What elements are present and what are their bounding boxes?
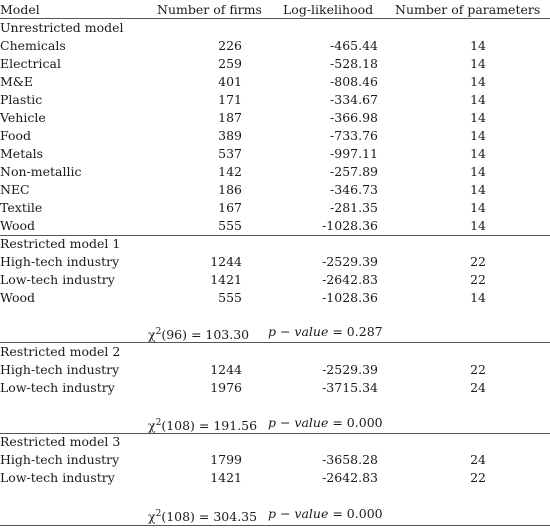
section-title-restricted-3: Restricted model 3 <box>0 434 121 449</box>
chi-square-stat-3: $\chi^2(108) = 304.35$ p − value = 0.000 <box>148 506 383 525</box>
section-title-restricted-2: Restricted model 2 <box>0 344 121 359</box>
table-row: Plastic 171 -334.67 14 <box>0 92 486 107</box>
table-row: Vehicle 187 -366.98 14 <box>0 110 486 125</box>
chi-square-stat-1: $\chi^2(96) = 103.30$ p − value = 0.287 <box>148 324 383 343</box>
table-row: High-tech industry 1799 -3658.28 24 <box>0 452 486 467</box>
chi-value: (108) = 304.35 <box>161 509 258 525</box>
header-loglik: Log-likelihood <box>283 2 374 17</box>
header-params: Number of parameters <box>395 2 541 17</box>
chi-symbol: χ <box>148 418 156 434</box>
table-row: Low-tech industry 1421 -2642.83 22 <box>0 272 486 287</box>
table-row: Low-tech industry 1976 -3715.34 24 <box>0 380 486 395</box>
table-row: M&E 401 -808.46 14 <box>0 74 486 89</box>
section-title-restricted-1: Restricted model 1 <box>0 236 121 251</box>
table-row: Wood 555 -1028.36 14 <box>0 290 486 305</box>
p-value-label: p − value <box>268 415 329 430</box>
p-value: = 0.287 <box>328 324 383 339</box>
bottom-rule <box>0 525 550 526</box>
table-row: High-tech industry 1244 -2529.39 22 <box>0 254 486 269</box>
table-header <box>0 1 550 19</box>
table-row: Wood 555 -1028.36 14 <box>0 218 486 233</box>
table-row: Electrical 259 -528.18 14 <box>0 56 486 71</box>
table-row: Chemicals 226 -465.44 14 <box>0 38 486 53</box>
chi-value: (96) = 103.30 <box>161 327 250 343</box>
table-row: Metals 537 -997.11 14 <box>0 146 486 161</box>
table-row: Textile 167 -281.35 14 <box>0 200 486 215</box>
chi-symbol: χ <box>148 327 156 343</box>
table-row: Food 389 -733.76 14 <box>0 128 486 143</box>
chi-square-stat-2: $\chi^2(108) = 191.56$ p − value = 0.000 <box>148 415 383 434</box>
p-value: = 0.000 <box>328 506 383 521</box>
table-row: Non-metallic 142 -257.89 14 <box>0 164 486 179</box>
table-row: High-tech industry 1244 -2529.39 22 <box>0 362 486 377</box>
table-row: NEC 186 -346.73 14 <box>0 182 486 197</box>
header-model: Model <box>0 2 40 17</box>
chi-symbol: χ <box>148 509 156 525</box>
p-value-label: p − value <box>268 506 329 521</box>
p-value-label: p − value <box>268 324 329 339</box>
section-title-unrestricted: Unrestricted model <box>0 20 124 35</box>
p-value: = 0.000 <box>328 415 383 430</box>
table-row: Low-tech industry 1421 -2642.83 22 <box>0 470 486 485</box>
header-firms: Number of firms <box>157 2 262 17</box>
chi-value: (108) = 191.56 <box>161 418 258 434</box>
